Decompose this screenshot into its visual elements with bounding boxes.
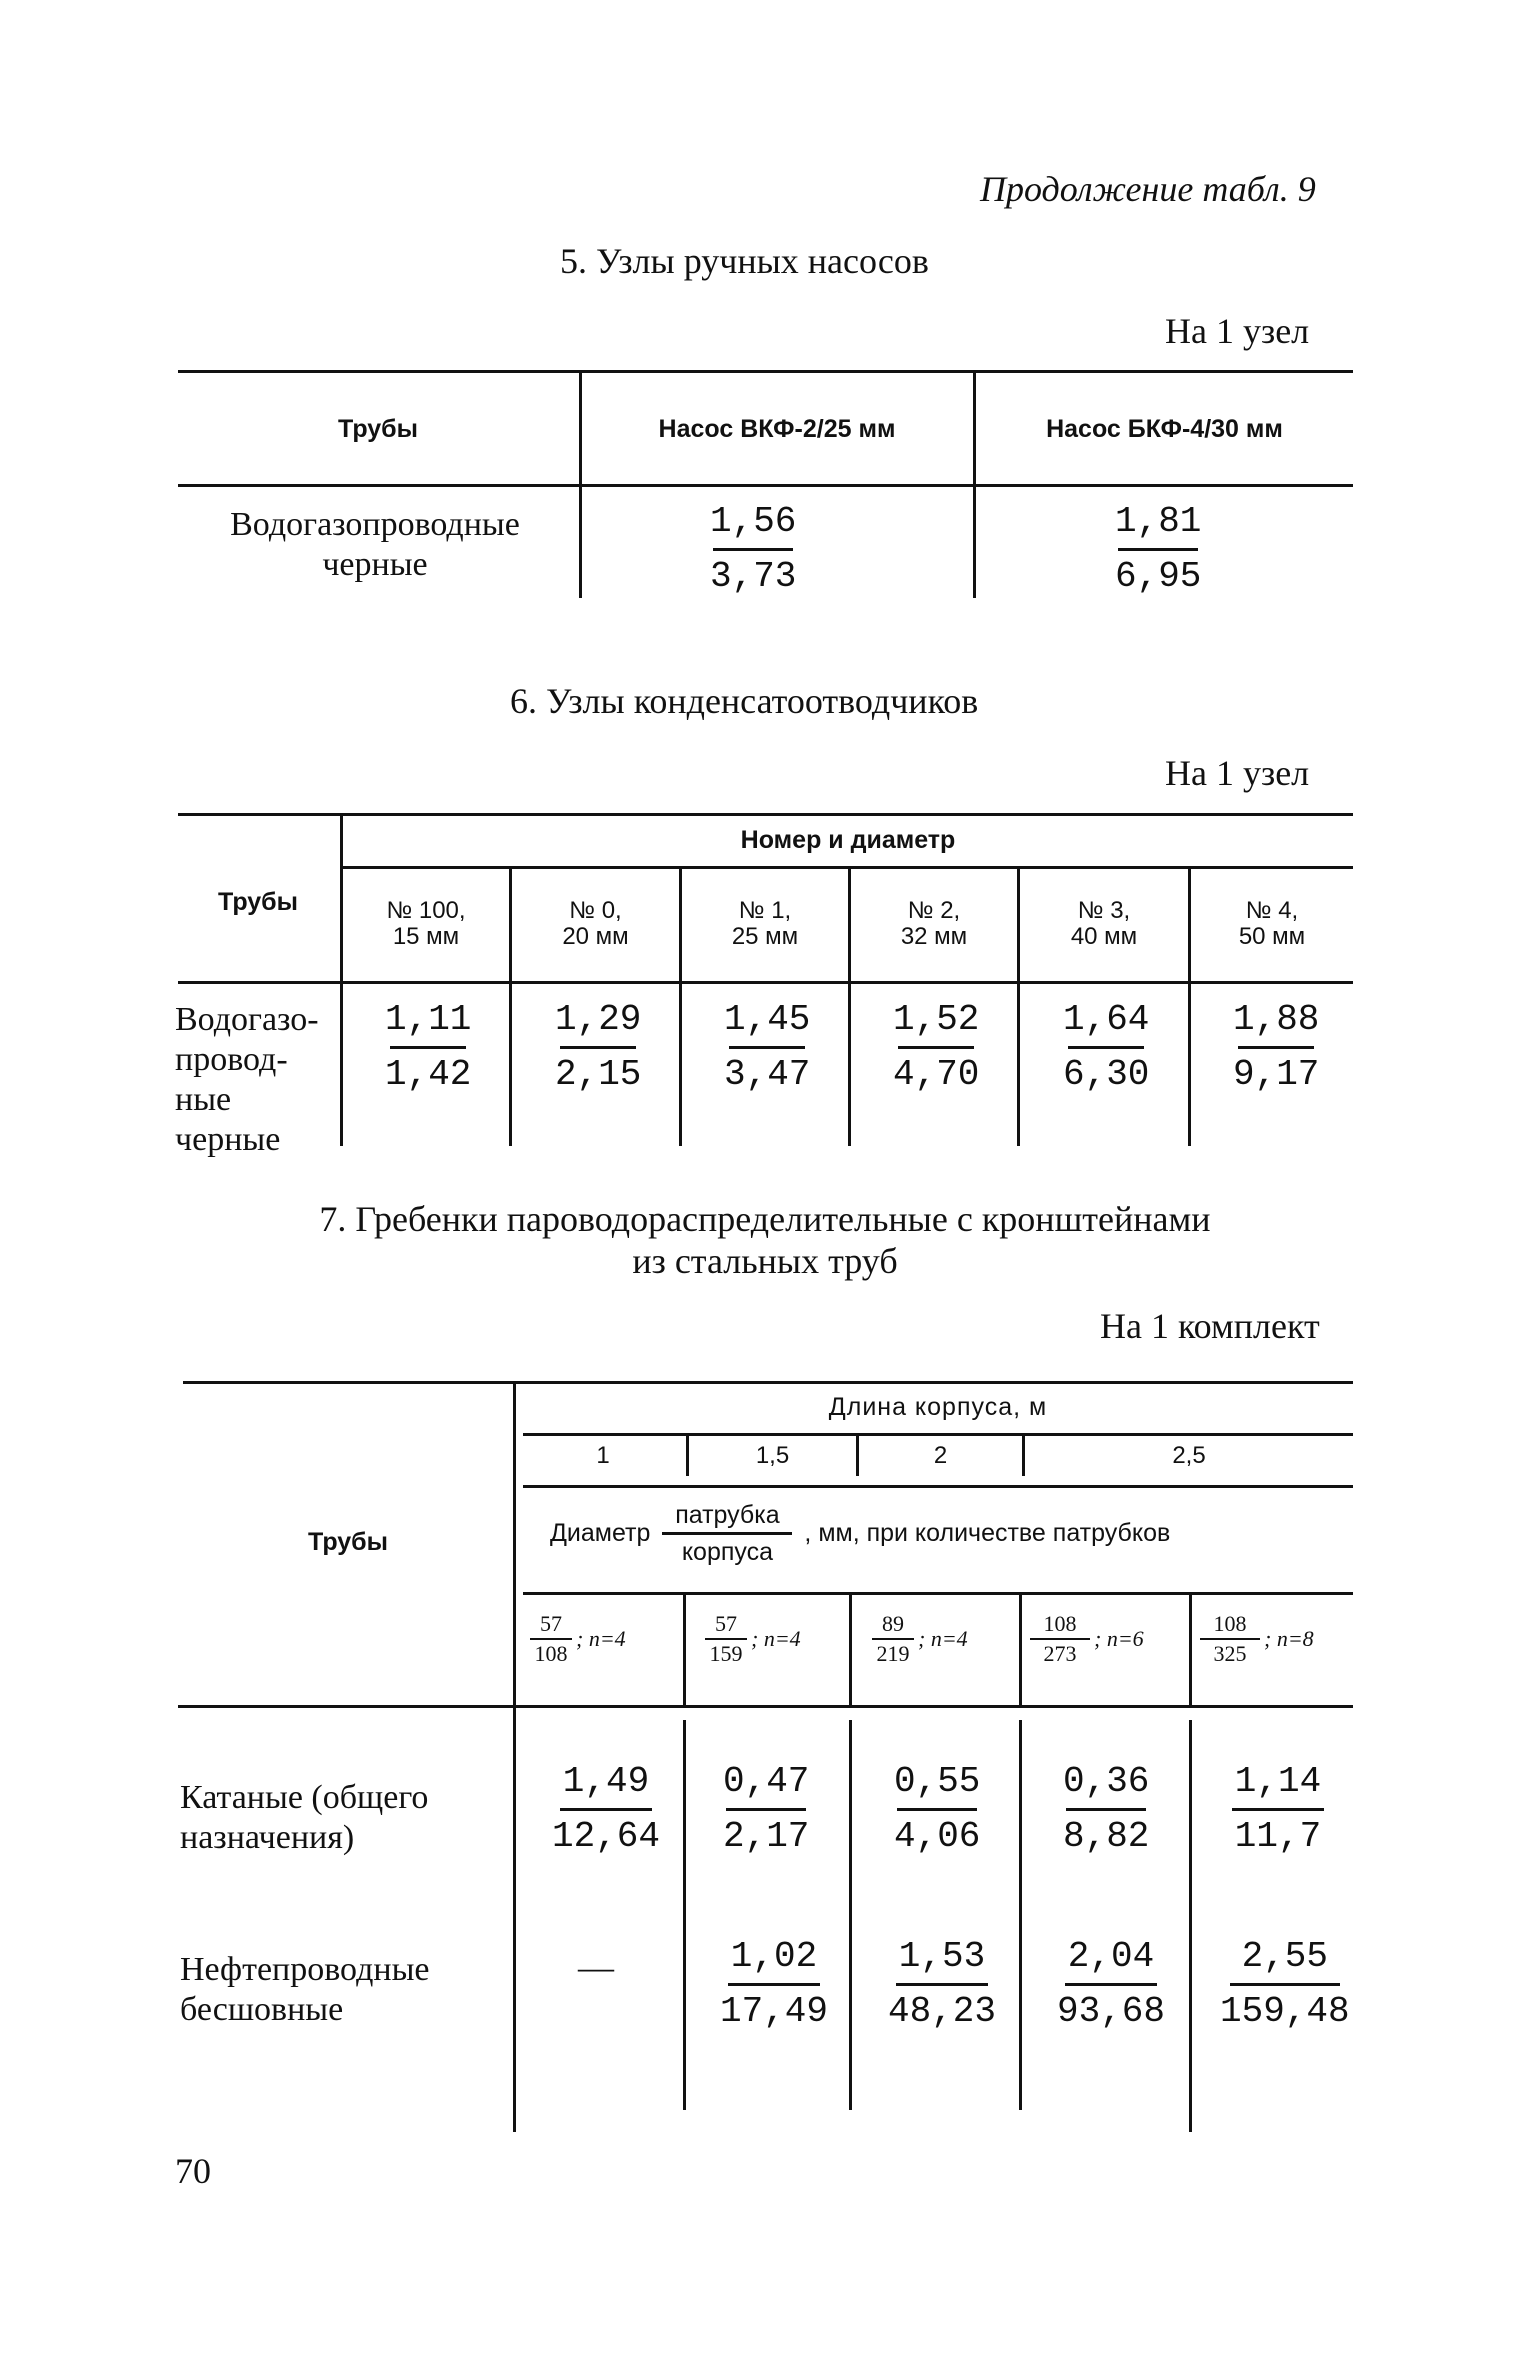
fraction-bar [898, 1046, 974, 1049]
col-diameter: 25 мм [731, 923, 799, 950]
section5-row-label: Водогазопроводные черные [230, 506, 520, 583]
col-number: № 100, [386, 897, 466, 924]
value-num: 1,88 [1233, 999, 1320, 1040]
col-number: № 0, [569, 897, 622, 924]
section5-title: 5. Узлы ручных насосов [560, 241, 929, 281]
row-label-line: Катаные (общего [180, 1779, 429, 1816]
subcol-fraction [872, 1610, 914, 1668]
row-label-line: провод- [175, 1041, 288, 1078]
value-den: 4,70 [893, 1054, 980, 1095]
section7-length-rule [523, 1433, 1353, 1436]
subcol-num: 57 [715, 1611, 737, 1636]
section7-body-divider [1189, 1720, 1192, 2132]
value-den: 1,42 [385, 1054, 472, 1095]
page-number: 70 [175, 2151, 211, 2191]
section5-value-a-num: 1,56 [710, 501, 797, 542]
section6-col-no0 [512, 898, 679, 950]
section7-col-pipes: Трубы [308, 1528, 388, 1556]
section7-body-divider [849, 1720, 852, 2110]
diameter-fraction [662, 1500, 792, 1567]
section5-value-a-den: 3,73 [710, 556, 797, 597]
fraction-bar [390, 1046, 466, 1049]
col-diameter: 32 мм [900, 923, 968, 950]
subcol-count: ; n=8 [1264, 1626, 1314, 1651]
fraction-bar [897, 1808, 977, 1811]
section7-body-divider [1019, 1720, 1022, 2110]
section7-subcol [530, 1610, 626, 1668]
section5-value-b-den: 6,95 [1115, 556, 1202, 597]
fraction-bar [729, 1046, 805, 1049]
section7-diam-rule [523, 1592, 1353, 1595]
value-num: 1,53 [898, 1936, 986, 1977]
section7-length-header: Длина корпуса, м [828, 1393, 1048, 1421]
section7-row1-value [723, 1760, 809, 1859]
section6-pipes-divider [340, 816, 343, 1146]
section7-top-rule [183, 1381, 1353, 1384]
section7-subcol [1030, 1610, 1144, 1668]
value-num: 2,55 [1241, 1936, 1329, 1977]
subcol-fraction [1030, 1610, 1090, 1668]
fraction-bar [728, 1983, 820, 1986]
section7-diameter-header [550, 1500, 1170, 1567]
fraction-bar [896, 1983, 988, 1986]
subcol-count: ; n=6 [1094, 1626, 1144, 1651]
subcol-num: 108 [1213, 1611, 1247, 1636]
section7-title-line2: из стальных труб [632, 1241, 898, 1281]
col-number: № 2, [907, 897, 961, 924]
col-number: № 4, [1245, 897, 1299, 924]
section6-group-header: Номер и диаметр [740, 826, 956, 854]
fraction-bar [560, 1046, 636, 1049]
subcol-den: 273 [1043, 1641, 1077, 1666]
length-value: 1,5 [755, 1442, 790, 1469]
diameter-fraction-den: корпуса [681, 1538, 774, 1566]
value-num: 1,49 [562, 1761, 650, 1802]
length-value: 2,5 [1172, 1442, 1206, 1469]
section7-col-divider [1189, 1595, 1192, 1705]
section7-subcol [705, 1610, 801, 1668]
section6-value [724, 998, 810, 1097]
subcol-den: 219 [876, 1641, 910, 1666]
row-label-line: ные [175, 1081, 232, 1118]
subcol-num: 89 [882, 1611, 904, 1636]
section7-row2-value [1057, 1935, 1165, 2034]
section7-row1-value [1232, 1760, 1324, 1859]
section6-value [385, 998, 471, 1097]
fraction-bar [726, 1808, 806, 1811]
value-den: 3,47 [724, 1054, 811, 1095]
row-label-line: Водогазо- [175, 1001, 319, 1038]
subcol-count: ; n=4 [576, 1626, 626, 1651]
section5-col-pipes: Трубы [338, 415, 418, 443]
value-den: 2,15 [555, 1054, 642, 1095]
length-value: 2 [933, 1442, 948, 1469]
value-num: 1,29 [555, 999, 642, 1040]
section5-col-pump-a: Насос ВКФ-2/25 мм [658, 415, 896, 443]
diameter-fraction-num: патрубка [675, 1501, 780, 1529]
section6-top-rule [178, 813, 1353, 816]
section6-header-rule [178, 981, 1353, 984]
section7-row2-value [720, 1935, 828, 2034]
subcol-fraction [705, 1610, 747, 1668]
fraction-bar [1065, 1983, 1157, 1986]
section6-col-no100 [343, 898, 509, 950]
col-number: № 3, [1077, 897, 1131, 924]
section6-value [1233, 998, 1319, 1097]
section6-value [555, 998, 641, 1097]
section7-row1-value [552, 1760, 660, 1859]
value-num: 0,55 [894, 1761, 981, 1802]
value-den: 9,17 [1233, 1054, 1320, 1095]
value-den: 8,82 [1063, 1816, 1150, 1857]
continuation-label: Продолжение табл. 9 [980, 169, 1316, 209]
row-label-line: черные [175, 1121, 281, 1158]
value-den: 4,06 [894, 1816, 981, 1857]
subcol-count: ; n=4 [918, 1626, 968, 1651]
section7-unit: На 1 комплект [1100, 1306, 1320, 1346]
section7-lengthvals-rule [523, 1485, 1353, 1488]
col-number: № 1, [738, 897, 792, 924]
section7-body-divider [683, 1720, 686, 2110]
section6-col-no2 [851, 898, 1017, 950]
fraction-bar [1068, 1046, 1144, 1049]
value-den: 93,68 [1057, 1991, 1166, 2032]
value-den: 2,17 [723, 1816, 810, 1857]
fraction-bar [662, 1532, 792, 1535]
value-den: 11,7 [1234, 1816, 1322, 1857]
section6-title: 6. Узлы конденсатоотводчиков [510, 681, 979, 721]
col-diameter: 20 мм [562, 923, 629, 950]
row-label-line: бесшовные [180, 1991, 344, 2028]
section7-row1-label [180, 1778, 428, 1858]
section6-col-no3 [1020, 898, 1188, 950]
fraction-bar [713, 548, 793, 551]
col-diameter: 40 мм [1070, 923, 1138, 950]
value-num: 2,04 [1067, 1936, 1155, 1977]
value-den: 6,30 [1063, 1054, 1150, 1095]
section6-col-no4 [1191, 898, 1353, 950]
section6-value [893, 998, 979, 1097]
section5-col-divider-2 [973, 373, 976, 598]
section7-col-divider [849, 1595, 852, 1705]
section7-row1-value [894, 1760, 980, 1859]
value-den: 159,48 [1220, 1991, 1350, 2032]
value-num: 1,02 [730, 1936, 818, 1977]
section7-row1-value [1063, 1760, 1149, 1859]
section7-title-line1: 7. Гребенки пароводораспределительные с кронштейнами [319, 1199, 1211, 1239]
diameter-tail: , мм, при количестве патрубков [804, 1519, 1171, 1547]
section7-row2-label [180, 1950, 430, 2030]
subcol-den: 108 [534, 1641, 568, 1666]
section7-title [180, 1198, 1350, 1282]
value-num: 1,11 [385, 999, 472, 1040]
section5-col-pump-b: Насос БКФ-4/30 мм [1046, 415, 1283, 443]
section5-header-rule [178, 484, 1353, 487]
subcol-num: 57 [540, 1611, 562, 1636]
value-num: 1,45 [724, 999, 811, 1040]
subcol-den: 159 [709, 1641, 743, 1666]
section5-unit: На 1 узел [1165, 311, 1310, 351]
value-den: 12,64 [552, 1816, 661, 1857]
section7-row2-empty: — [578, 1947, 614, 1987]
section5-col-divider-1 [579, 373, 582, 598]
section7-subcol [1200, 1610, 1314, 1668]
section7-row2-value [1220, 1935, 1350, 2034]
fraction-bar [1232, 1808, 1324, 1811]
value-num: 1,52 [893, 999, 980, 1040]
value-num: 0,47 [723, 1761, 810, 1802]
fraction-bar [1118, 548, 1198, 551]
subcol-den: 325 [1213, 1641, 1247, 1666]
section7-pipes-divider [513, 1384, 516, 2132]
section7-col-divider [683, 1595, 686, 1705]
length-value: 1 [596, 1442, 610, 1469]
section5-value-a [710, 500, 796, 599]
section6-col-pipes: Трубы [218, 888, 298, 916]
section5-top-rule [178, 370, 1353, 373]
subcol-count: ; n=4 [751, 1626, 801, 1651]
section6-value [1063, 998, 1149, 1097]
fraction-bar [560, 1808, 652, 1811]
fraction-bar [1066, 1808, 1146, 1811]
col-diameter: 50 мм [1238, 923, 1306, 950]
section6-col-no1 [682, 898, 848, 950]
subcol-fraction [1200, 1610, 1260, 1668]
col-diameter: 15 мм [392, 923, 460, 950]
section7-row2-value [888, 1935, 996, 2034]
value-num: 1,64 [1063, 999, 1150, 1040]
diameter-word: Диаметр [550, 1519, 651, 1547]
section7-header-rule [178, 1705, 1353, 1708]
section7-col-divider [1019, 1595, 1022, 1705]
fraction-bar [1230, 1983, 1340, 1986]
value-num: 1,14 [1234, 1761, 1322, 1802]
value-num: 0,36 [1063, 1761, 1150, 1802]
subcol-fraction [530, 1610, 572, 1668]
section6-unit: На 1 узел [1165, 753, 1310, 793]
row-label-line: назначения) [180, 1819, 355, 1856]
value-den: 48,23 [888, 1991, 997, 2032]
section6-row-label [175, 1000, 319, 1160]
section5-value-b-num: 1,81 [1115, 501, 1202, 542]
section5-value-b [1115, 500, 1201, 599]
value-den: 17,49 [720, 1991, 829, 2032]
subcol-num: 108 [1043, 1611, 1077, 1636]
section7-subcol [872, 1610, 968, 1668]
row-label-line: Нефтепроводные [180, 1951, 430, 1988]
fraction-bar [1238, 1046, 1314, 1049]
